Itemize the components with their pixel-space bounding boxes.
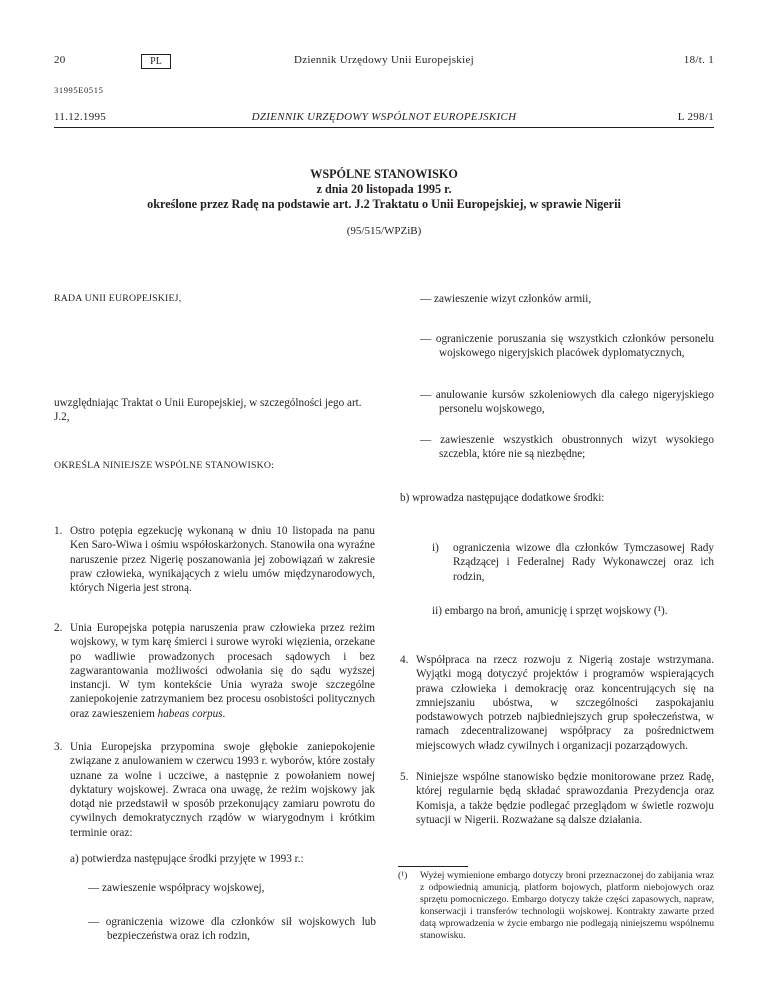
celex-number: 31995E0515 — [54, 85, 104, 95]
habeas-corpus-term: habeas corpus — [157, 707, 223, 720]
paragraph-4: Współpraca na rzecz rozwoju z Nigerią zostaje wstrzymana. Wyjątki mogą dotyczyć projektów i programów wspierających prawa człowieka i demokrację oraz koncentrujących się na zmniejszaniu ubóstwa, w szczególności zaspokajaniu podstawowych potrzeb najbiedniejszych grup społeczeństwa, w ramach zdecentralizowanej współpracy za pośrednictwem miejscowych władz cywilnych i organizacji pozarządowych. — [416, 654, 714, 752]
document-type: WSPÓLNE STANOWISKO — [310, 167, 458, 181]
document-subject: określone przez Radę na podstawie art. J.2 Traktatu o Unii Europejskiej, w sprawie Nigerii — [147, 197, 621, 211]
paragraph-3: Unia Europejska przypomina swoje głębokie zaniepokojenie związane z anulowaniem w czerwcu 1993 r. wyborów, które zostały uznane za wolne i uczciwe, a następnie z powołaniem nowej dyktatury wojskowej. Zwraca ona uwagę, że reżim wojskowy jak dotąd nie przedstawił w sposób przekonujący zamiaru powrotu do cywilnych demokratycznych rządów w wiarygodnym i krótkim terminie oraz: — [70, 741, 375, 839]
point-a-item-1: — zawieszenie współpracy wojskowej, — [88, 882, 265, 894]
publication-date: 11.12.1995 — [54, 111, 107, 123]
point-a: a) potwierdza następujące środki przyjęte w 1993 r.: — [70, 853, 304, 865]
header-rule — [54, 127, 714, 128]
page-number: 20 — [54, 54, 66, 66]
point-b-i: ograniczenia wizowe dla członków Tymczasowej Rady Rządzącej i Federalnej Rady Wykonawczej oraz ich rodzin, — [453, 542, 714, 583]
point-a-item-6: — zawieszenie wszystkich obustronnych wizyt wysokiego szczebla, które nie są niezbędne; — [420, 434, 714, 461]
paragraph-2: Unia Europejska potępia naruszenia praw człowieka przez reżim wojskowy, w tym karę śmierci i surowe wyroki więzienia, orzekane po wadliwie prowadzonych procesach sądowych i bez zagwarantowania możliwości odwołania się do sądu wyższej instancji. W tym kontekście Unia wyraża swoje szczególne zaniepokojenie zatrzymaniem bez procesu osobistości politycznych oraz zawieszeniem habeas corpus. — [70, 622, 375, 720]
document-date: z dnia 20 listopada 1995 r. — [316, 182, 452, 196]
footnote-text: Wyżej wymienione embargo dotyczy broni przeznaczonej do zabijania wraz z odpowiednią amunicją, platform bojowych, platform niebojowych oraz sprzętu pomocniczego. Embargo dotyczy także części zapasowych, napraw, konserwacji i transferów technologii wojskowej. Kontrakty zawarte przed datą wprowadzenia w życie embargo nie podlegają niniejszemu wspólnemu stanowisku. — [420, 870, 714, 942]
footnote-rule — [398, 866, 468, 867]
original-journal-title: DZIENNIK URZĘDOWY WSPÓLNOT EUROPEJSKICH — [251, 111, 517, 123]
original-reference: L 298/1 — [677, 111, 714, 123]
journal-title: Dziennik Urzędowy Unii Europejskiej — [293, 54, 475, 66]
point-b: b) wprowadza następujące dodatkowe środki: — [400, 492, 605, 504]
point-a-item-3: — zawieszenie wizyt członków armii, — [420, 293, 592, 305]
paragraph-3-number: 3. — [54, 741, 63, 753]
council-heading: RADA UNII EUROPEJSKIEJ, — [54, 293, 182, 304]
point-b-ii: ii) embargo na broń, amunicję i sprzęt wojskowy (¹). — [432, 605, 668, 617]
paragraph-4-number: 4. — [400, 654, 409, 666]
point-a-item-2: — ograniczenia wizowe dla członków sił wojskowych lub bezpieczeństwa oraz ich rodzin, — [88, 916, 376, 943]
paragraph-1: Ostro potępia egzekucję wykonaną w dniu 10 listopada na panu Ken Saro-Wiwa i ośmiu współoskarżonych. Stanowiła ona wyraźne naruszenie przez Nigerię poszanowania jej zobowiązań w zakresie praw człowieka, wynikających z wielu umów międzynarodowych, których Nigeria jest stroną. — [70, 525, 375, 595]
having-regard-text: uwzględniając Traktat o Unii Europejskiej, w szczególności jego art. J.2, — [54, 397, 362, 424]
defines-heading: OKREŚLA NINIEJSZE WSPÓLNE STANOWISKO: — [54, 460, 275, 471]
paragraph-1-number: 1. — [54, 525, 63, 537]
paragraph-5: Niniejsze wspólne stanowisko będzie monitorowane przez Radę, której regularnie będą składać sprawozdania Prezydencja oraz Komisja, a także będzie podlegać przeglądom w świetle rozwoju sytuacji w Nigerii. Rozważane są dalsze działania. — [416, 771, 714, 826]
point-a-item-4: — ograniczenie poruszania się wszystkich członków personelu wojskowego nigeryjskich placówek dyplomatycznych, — [420, 333, 714, 360]
paragraph-5-number: 5. — [400, 771, 409, 783]
language-badge: PL — [141, 54, 171, 69]
footnote-marker: (¹) — [398, 870, 408, 881]
volume-number: 18/t. 1 — [683, 54, 714, 66]
paragraph-2-number: 2. — [54, 622, 63, 634]
document-reference: (95/515/WPZiB) — [346, 225, 422, 237]
point-a-item-5: — anulowanie kursów szkoleniowych dla całego nigeryjskiego personelu wojskowego, — [420, 389, 714, 416]
point-b-i-number: i) — [432, 542, 439, 554]
